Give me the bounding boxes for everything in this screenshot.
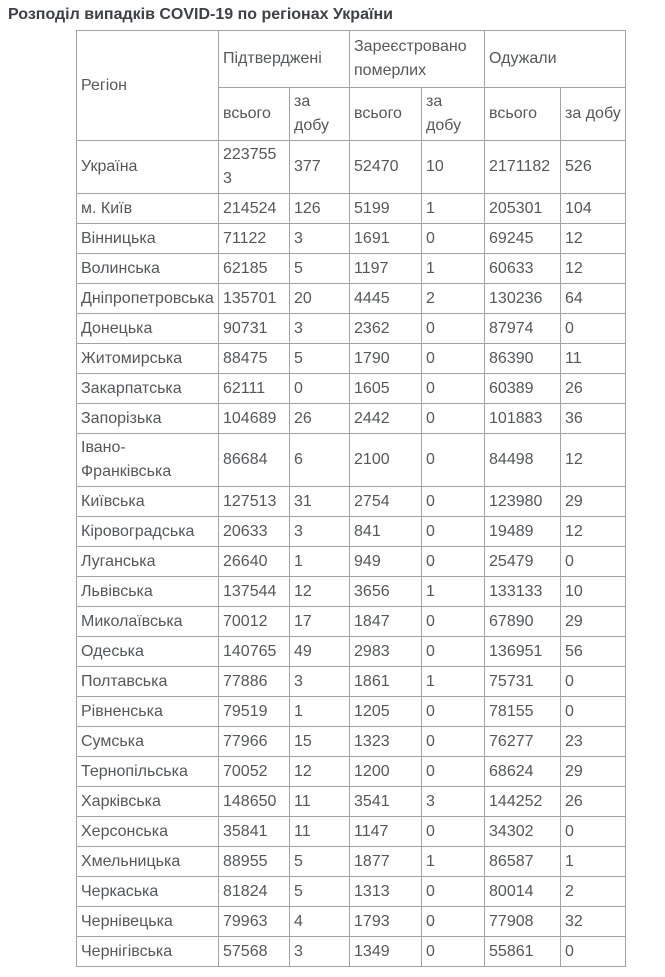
table-row: [77, 314, 626, 344]
value-cell: 3: [290, 517, 350, 547]
region-cell: Запорізька: [77, 404, 219, 434]
region-cell: Донецька: [77, 314, 219, 344]
value-cell: 144252: [485, 787, 561, 817]
value-cell: 29: [561, 607, 626, 637]
value-cell: 1605: [350, 374, 422, 404]
value-cell: 77908: [485, 907, 561, 937]
value-cell: 377: [290, 141, 350, 194]
value-cell: 81824: [219, 877, 290, 907]
region-cell: Одеська: [77, 637, 219, 667]
value-cell: 949: [350, 547, 422, 577]
subheader-per-day: за добу: [422, 88, 485, 141]
region-cell: Дніпропетровська: [77, 284, 219, 314]
table-row: [77, 907, 626, 937]
value-cell: 86390: [485, 344, 561, 374]
region-cell: Харківська: [77, 787, 219, 817]
table-row: [77, 487, 626, 517]
region-cell: Волинська: [77, 254, 219, 284]
value-cell: 1790: [350, 344, 422, 374]
region-cell: Рівненська: [77, 697, 219, 727]
value-cell: 64: [561, 284, 626, 314]
page-title: Розподіл випадків COVID-19 по регіонах України: [8, 6, 393, 23]
region-cell: Полтавська: [77, 667, 219, 697]
value-cell: 12: [561, 254, 626, 284]
region-cell: Закарпатська: [77, 374, 219, 404]
value-cell: 0: [422, 374, 485, 404]
value-cell: 0: [422, 434, 485, 487]
value-cell: 1877: [350, 847, 422, 877]
value-cell: 5199: [350, 194, 422, 224]
region-cell: Тернопільська: [77, 757, 219, 787]
value-cell: 32: [561, 907, 626, 937]
value-cell: 84498: [485, 434, 561, 487]
header-region: Регіон: [77, 31, 219, 141]
value-cell: 77886: [219, 667, 290, 697]
value-cell: 4: [290, 907, 350, 937]
region-cell: Львівська: [77, 577, 219, 607]
value-cell: 0: [422, 607, 485, 637]
value-cell: 1349: [350, 937, 422, 967]
value-cell: 5: [290, 344, 350, 374]
region-cell: Чернівецька: [77, 907, 219, 937]
value-cell: 137544: [219, 577, 290, 607]
value-cell: 34302: [485, 817, 561, 847]
value-cell: 1: [422, 577, 485, 607]
value-cell: 214524: [219, 194, 290, 224]
value-cell: 1205: [350, 697, 422, 727]
value-cell: 71122: [219, 224, 290, 254]
value-cell: 23: [561, 727, 626, 757]
value-cell: 5: [290, 847, 350, 877]
value-cell: 3: [290, 667, 350, 697]
value-cell: 35841: [219, 817, 290, 847]
value-cell: 0: [561, 817, 626, 847]
table-row: [77, 141, 626, 194]
region-cell: Херсонська: [77, 817, 219, 847]
region-cell: Україна: [77, 141, 219, 194]
value-cell: 1861: [350, 667, 422, 697]
value-cell: 526: [561, 141, 626, 194]
value-cell: 104: [561, 194, 626, 224]
value-cell: 26640: [219, 547, 290, 577]
value-cell: 11: [290, 787, 350, 817]
value-cell: 29: [561, 487, 626, 517]
value-cell: 1: [422, 667, 485, 697]
value-cell: 2: [561, 877, 626, 907]
value-cell: 1200: [350, 757, 422, 787]
value-cell: 0: [422, 224, 485, 254]
value-cell: 148650: [219, 787, 290, 817]
value-cell: 11: [561, 344, 626, 374]
value-cell: 0: [422, 637, 485, 667]
table-row: [77, 697, 626, 727]
value-cell: 130236: [485, 284, 561, 314]
region-cell: Луганська: [77, 547, 219, 577]
value-cell: 1: [561, 847, 626, 877]
value-cell: 1323: [350, 727, 422, 757]
value-cell: 1: [422, 194, 485, 224]
covid-regions-table: [76, 30, 626, 967]
value-cell: 12: [290, 757, 350, 787]
value-cell: 0: [290, 374, 350, 404]
header-group-deaths: Зареєстровано померлих: [350, 31, 485, 88]
value-cell: 0: [422, 487, 485, 517]
value-cell: 77966: [219, 727, 290, 757]
value-cell: 2983: [350, 637, 422, 667]
header-group-recovered: Одужали: [485, 31, 626, 88]
value-cell: 57568: [219, 937, 290, 967]
value-cell: 12: [561, 224, 626, 254]
table-row: [77, 517, 626, 547]
value-cell: 90731: [219, 314, 290, 344]
value-cell: 0: [561, 314, 626, 344]
value-cell: 0: [422, 697, 485, 727]
table-row: [77, 727, 626, 757]
value-cell: 1793: [350, 907, 422, 937]
value-cell: 26: [561, 374, 626, 404]
value-cell: 101883: [485, 404, 561, 434]
table-row: [77, 607, 626, 637]
value-cell: 70052: [219, 757, 290, 787]
value-cell: 1: [422, 254, 485, 284]
value-cell: 3: [290, 937, 350, 967]
value-cell: 123980: [485, 487, 561, 517]
value-cell: 0: [422, 907, 485, 937]
value-cell: 79519: [219, 697, 290, 727]
value-cell: 2362: [350, 314, 422, 344]
value-cell: 86684: [219, 434, 290, 487]
value-cell: 3: [290, 314, 350, 344]
region-cell: Чернігівська: [77, 937, 219, 967]
table-row: [77, 434, 626, 487]
table-row: [77, 757, 626, 787]
value-cell: 841: [350, 517, 422, 547]
table-row: [77, 404, 626, 434]
value-cell: 60633: [485, 254, 561, 284]
value-cell: 3: [290, 224, 350, 254]
value-cell: 1847: [350, 607, 422, 637]
header-group-confirmed: Підтверджені: [219, 31, 350, 88]
table-row: [77, 877, 626, 907]
value-cell: 5: [290, 254, 350, 284]
value-cell: 0: [422, 877, 485, 907]
value-cell: 0: [422, 757, 485, 787]
value-cell: 0: [422, 344, 485, 374]
table-row: [77, 374, 626, 404]
value-cell: 78155: [485, 697, 561, 727]
value-cell: 2237553: [219, 141, 290, 194]
table-header-group-row: [77, 31, 626, 88]
table-row: [77, 224, 626, 254]
value-cell: 10: [561, 577, 626, 607]
value-cell: 26: [561, 787, 626, 817]
page: [8, 5, 657, 967]
value-cell: 0: [561, 937, 626, 967]
region-cell: Хмельницька: [77, 847, 219, 877]
value-cell: 0: [561, 667, 626, 697]
value-cell: 136951: [485, 637, 561, 667]
value-cell: 0: [561, 547, 626, 577]
value-cell: 0: [422, 404, 485, 434]
value-cell: 1147: [350, 817, 422, 847]
subheader-total: всього: [350, 88, 422, 141]
value-cell: 4445: [350, 284, 422, 314]
value-cell: 0: [561, 697, 626, 727]
value-cell: 1: [290, 697, 350, 727]
value-cell: 6: [290, 434, 350, 487]
subheader-per-day: за добу: [561, 88, 626, 141]
value-cell: 126: [290, 194, 350, 224]
value-cell: 76277: [485, 727, 561, 757]
region-cell: Київська: [77, 487, 219, 517]
table-row: [77, 344, 626, 374]
value-cell: 0: [422, 937, 485, 967]
value-cell: 25479: [485, 547, 561, 577]
value-cell: 2442: [350, 404, 422, 434]
value-cell: 0: [422, 817, 485, 847]
value-cell: 29: [561, 757, 626, 787]
value-cell: 1197: [350, 254, 422, 284]
value-cell: 0: [422, 547, 485, 577]
value-cell: 56: [561, 637, 626, 667]
value-cell: 3541: [350, 787, 422, 817]
region-cell: Житомирська: [77, 344, 219, 374]
value-cell: 86587: [485, 847, 561, 877]
table-row: [77, 787, 626, 817]
value-cell: 20: [290, 284, 350, 314]
value-cell: 12: [290, 577, 350, 607]
value-cell: 135701: [219, 284, 290, 314]
region-cell: Івано-Франківська: [77, 434, 219, 487]
value-cell: 2100: [350, 434, 422, 487]
subheader-total: всього: [219, 88, 290, 141]
value-cell: 1: [422, 847, 485, 877]
value-cell: 79963: [219, 907, 290, 937]
value-cell: 88955: [219, 847, 290, 877]
region-cell: Кіровоградська: [77, 517, 219, 547]
value-cell: 15: [290, 727, 350, 757]
value-cell: 1: [290, 547, 350, 577]
region-cell: Вінницька: [77, 224, 219, 254]
region-cell: Сумська: [77, 727, 219, 757]
value-cell: 133133: [485, 577, 561, 607]
value-cell: 17: [290, 607, 350, 637]
value-cell: 2171182: [485, 141, 561, 194]
value-cell: 69245: [485, 224, 561, 254]
table-row: [77, 667, 626, 697]
table-row: [77, 847, 626, 877]
value-cell: 75731: [485, 667, 561, 697]
value-cell: 12: [561, 517, 626, 547]
region-cell: м. Київ: [77, 194, 219, 224]
value-cell: 205301: [485, 194, 561, 224]
value-cell: 26: [290, 404, 350, 434]
value-cell: 1691: [350, 224, 422, 254]
value-cell: 5: [290, 877, 350, 907]
table-row: [77, 254, 626, 284]
value-cell: 104689: [219, 404, 290, 434]
value-cell: 3: [422, 787, 485, 817]
value-cell: 36: [561, 404, 626, 434]
region-cell: Черкаська: [77, 877, 219, 907]
value-cell: 11: [290, 817, 350, 847]
subheader-per-day: за добу: [290, 88, 350, 141]
value-cell: 127513: [219, 487, 290, 517]
value-cell: 10: [422, 141, 485, 194]
value-cell: 19489: [485, 517, 561, 547]
value-cell: 20633: [219, 517, 290, 547]
value-cell: 52470: [350, 141, 422, 194]
value-cell: 70012: [219, 607, 290, 637]
value-cell: 87974: [485, 314, 561, 344]
value-cell: 62111: [219, 374, 290, 404]
value-cell: 31: [290, 487, 350, 517]
value-cell: 12: [561, 434, 626, 487]
region-cell: Миколаївська: [77, 607, 219, 637]
value-cell: 62185: [219, 254, 290, 284]
value-cell: 80014: [485, 877, 561, 907]
value-cell: 49: [290, 637, 350, 667]
value-cell: 55861: [485, 937, 561, 967]
subheader-total: всього: [485, 88, 561, 141]
value-cell: 88475: [219, 344, 290, 374]
value-cell: 3656: [350, 577, 422, 607]
table-row: [77, 194, 626, 224]
table-row: [77, 817, 626, 847]
value-cell: 67890: [485, 607, 561, 637]
table-row: [77, 937, 626, 967]
value-cell: 2: [422, 284, 485, 314]
value-cell: 140765: [219, 637, 290, 667]
value-cell: 60389: [485, 374, 561, 404]
value-cell: 0: [422, 727, 485, 757]
value-cell: 1313: [350, 877, 422, 907]
table-row: [77, 547, 626, 577]
value-cell: 0: [422, 314, 485, 344]
value-cell: 2754: [350, 487, 422, 517]
value-cell: 68624: [485, 757, 561, 787]
table-row: [77, 637, 626, 667]
table-row: [77, 577, 626, 607]
table-row: [77, 284, 626, 314]
value-cell: 0: [422, 517, 485, 547]
